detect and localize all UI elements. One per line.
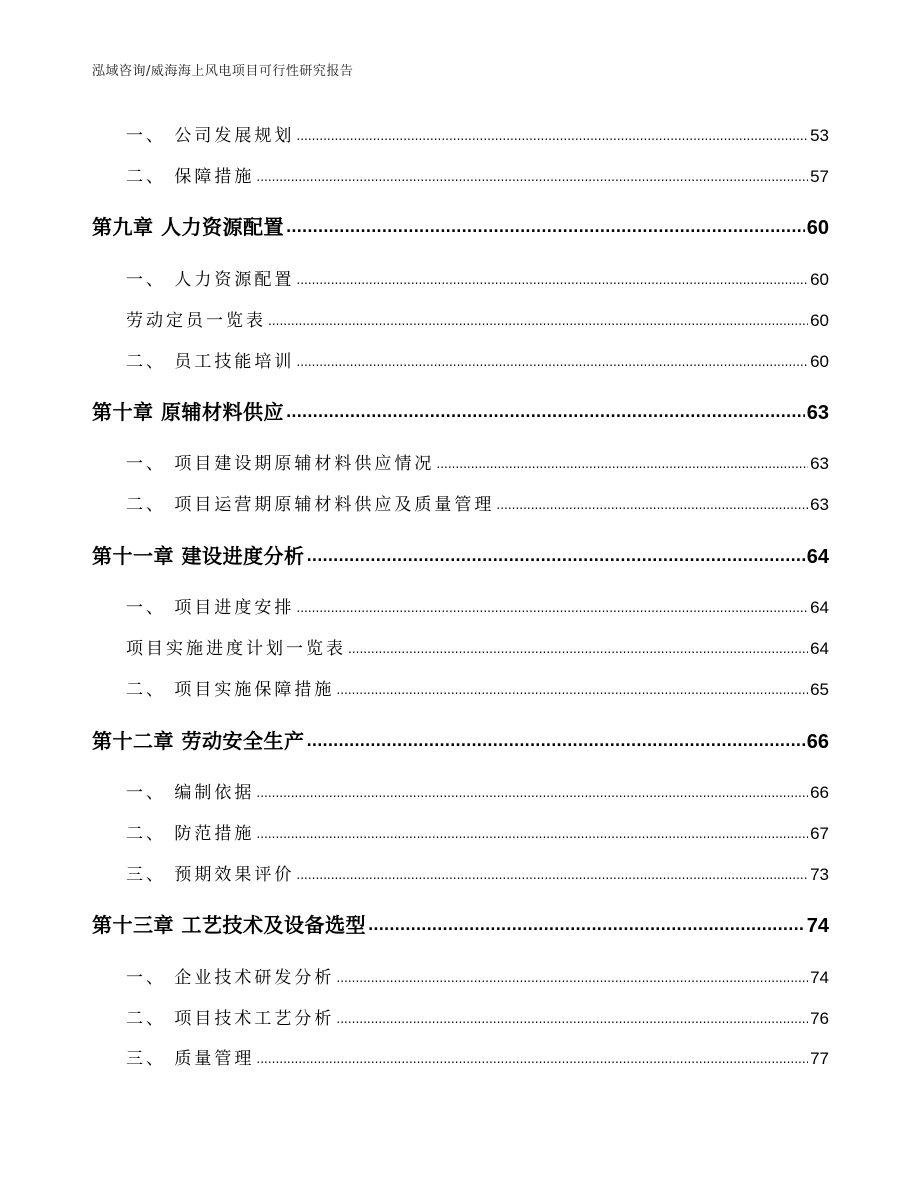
toc-entry-page: 64 [810,639,829,658]
toc-leader-dots [286,221,805,235]
toc-entry-label: 二、 防范措施 [126,824,255,844]
toc-leader-dots [306,550,804,564]
toc-entry-page: 65 [810,680,829,699]
toc-entry-label: 三、 质量管理 [126,1049,255,1069]
toc-entry[interactable] [126,964,829,988]
page-header: 泓域咨询/威海海上风电项目可行性研究报告 [92,64,354,79]
toc-leader-dots [436,458,808,470]
toc-entry-label: 项目实施进度计划一览表 [126,639,346,659]
toc-chapter-label: 第九章 人力资源配置 [92,215,284,239]
toc-entry-page: 64 [810,598,829,617]
toc-entry-page: 67 [810,824,829,843]
toc-leader-dots [286,406,805,420]
toc-leader-dots [306,735,804,749]
toc-entry-page: 60 [810,270,829,289]
toc-chapter-entry[interactable] [92,397,829,425]
toc-entry[interactable] [126,450,829,474]
toc-entry[interactable] [126,676,829,700]
toc-entry-label: 一、 编制依据 [126,783,255,803]
toc-entry[interactable] [126,594,829,618]
toc-entry[interactable] [126,1045,829,1069]
toc-entry-label: 二、 项目运营期原辅材料供应及质量管理 [126,495,495,515]
toc-leader-dots [336,1013,808,1025]
toc-leader-dots [348,643,808,655]
toc-leader-dots [296,869,808,881]
toc-entry[interactable] [126,1005,829,1029]
toc-entry-label: 三、 预期效果评价 [126,865,295,885]
toc-chapter-label: 第十三章 工艺技术及设备选型 [92,913,366,937]
toc-entry[interactable] [126,163,829,187]
toc-leader-dots [256,171,808,183]
toc-entry[interactable] [126,491,829,515]
toc-entry-label: 一、 人力资源配置 [126,270,295,290]
toc-entry[interactable] [126,122,829,146]
toc-chapter-page: 63 [806,402,829,424]
toc-leader-dots [256,787,808,799]
toc-leader-dots [296,130,808,142]
toc-leader-dots [296,274,808,286]
toc-chapter-entry[interactable] [92,726,829,754]
toc-entry-label: 二、 员工技能培训 [126,352,295,372]
toc-entry-label: 二、 项目实施保障措施 [126,680,335,700]
toc-leader-dots [496,499,808,511]
toc-leader-dots [336,972,808,984]
toc-entry[interactable] [126,266,829,290]
toc-chapter-page: 66 [806,731,829,753]
toc-entry-page: 60 [810,352,829,371]
toc-leader-dots [296,602,808,614]
toc-entry[interactable] [126,635,829,659]
toc-chapter-label: 第十二章 劳动安全生产 [92,729,305,753]
toc-chapter-label: 第十章 原辅材料供应 [92,400,284,424]
toc-leader-dots [256,1053,808,1065]
toc-entry-page: 57 [810,167,829,186]
toc-entry-page: 66 [810,783,829,802]
toc-chapter-entry[interactable] [92,910,829,938]
toc-entry[interactable] [126,307,829,331]
toc-entry[interactable] [126,820,829,844]
toc-leader-dots [336,684,808,696]
toc-chapter-page: 74 [806,915,829,937]
toc-entry-label: 一、 项目建设期原辅材料供应情况 [126,454,435,474]
toc-entry-page: 63 [810,495,829,514]
toc-entry-label: 一、 公司发展规划 [126,126,295,146]
toc-entry-label: 二、 保障措施 [126,167,255,187]
toc-entry[interactable] [126,861,829,885]
toc-entry[interactable] [126,348,829,372]
toc-entry-page: 63 [810,454,829,473]
toc-entry-page: 74 [810,968,829,987]
toc-entry-page: 76 [810,1009,829,1028]
toc-entry[interactable] [126,779,829,803]
toc-entry-page: 73 [810,865,829,884]
toc-entry-page: 60 [810,311,829,330]
toc-entry-page: 53 [810,126,829,145]
toc-chapter-entry[interactable] [92,212,829,240]
toc-entry-page: 77 [810,1049,829,1068]
toc-leader-dots [256,828,808,840]
toc-leader-dots [268,315,808,327]
toc-entry-label: 二、 项目技术工艺分析 [126,1009,335,1029]
toc-chapter-page: 64 [806,546,829,568]
toc-leader-dots [296,356,808,368]
toc-chapter-page: 60 [806,217,829,239]
toc-entry-label: 劳动定员一览表 [126,311,266,331]
toc-leader-dots [368,919,805,933]
toc-chapter-entry[interactable] [92,541,829,569]
toc-chapter-label: 第十一章 建设进度分析 [92,544,305,568]
toc-entry-label: 一、 项目进度安排 [126,598,295,618]
toc-entry-label: 一、 企业技术研发分析 [126,968,335,988]
